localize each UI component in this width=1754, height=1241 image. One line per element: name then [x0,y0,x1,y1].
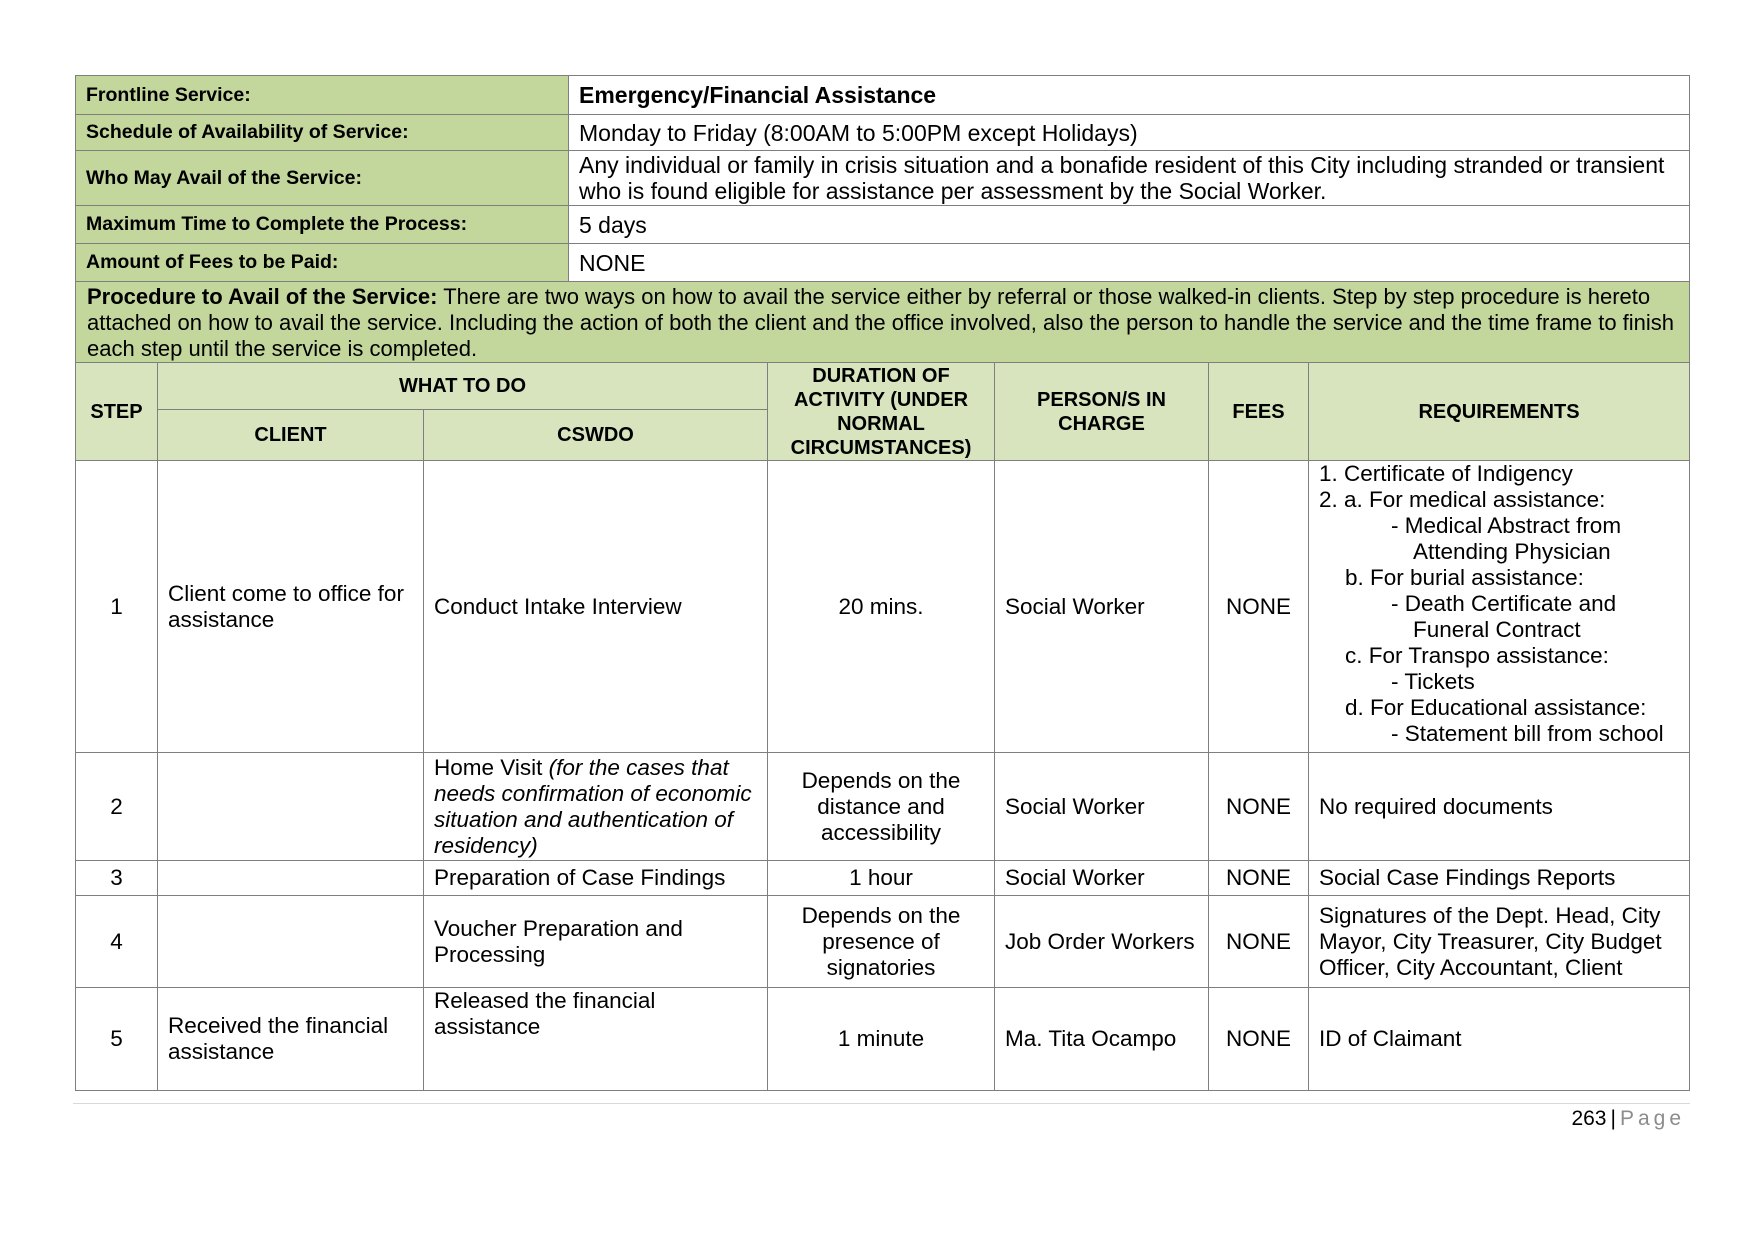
duration: 20 mins. [768,461,995,753]
procedure-text: There are two ways on how to avail the service either by referral or those walked-in clients. Step by step procedure is hereto attached on how to avail the service. Including the action of both the client and the office involved, also the person to handle the service and the time frame to finish each step until the service is completed. [87,284,1675,361]
person-in-charge: Job Order Workers [995,896,1209,988]
cswdo-action: Voucher Preparation and Processing [424,896,768,988]
frontline-value: Emergency/Financial Assistance [569,76,1690,115]
page-footer [1571,1107,1685,1131]
cswdo-action: Released the financial assistance [424,988,768,1091]
cswdo-action-text: Home Visit [434,754,549,780]
max-time-row [76,206,1690,244]
fees-value: NONE [569,244,1690,282]
requirement-item: Funeral Contract [1413,617,1581,642]
max-time-value: 5 days [569,206,1690,244]
requirements: ID of Claimant [1309,988,1690,1091]
procedure-label: Procedure to Avail of the Service: [87,284,438,309]
header-what-to-do: WHAT TO DO [158,363,768,410]
cswdo-action: Conduct Intake Interview [424,461,768,753]
steps-table [75,362,1690,1091]
step-number: 3 [76,861,158,896]
person-in-charge: Ma. Tita Ocampo [995,988,1209,1091]
footer-separator: | [1610,1107,1616,1130]
table-row [76,861,1690,896]
fees: NONE [1209,861,1309,896]
fees: NONE [1209,896,1309,988]
client-action: Client come to office for assistance [158,461,424,753]
client-action [158,753,424,861]
requirement-item: c. For Transpo assistance: [1345,643,1609,668]
requirement-item: 2. a. For medical assistance: [1319,487,1606,512]
requirement-item: Attending Physician [1413,539,1611,564]
duration: 1 hour [768,861,995,896]
header-client: CLIENT [158,410,424,461]
duration: Depends on the distance and accessibility [768,753,995,861]
schedule-value: Monday to Friday (8:00AM to 5:00PM except Holidays) [569,115,1690,151]
header-duration: DURATION OF ACTIVITY (UNDER NORMAL CIRCUMSTANCES) [768,363,995,461]
client-action: Received the financial assistance [158,988,424,1091]
schedule-label: Schedule of Availability of Service: [76,115,569,151]
header-requirements: REQUIREMENTS [1309,363,1690,461]
requirement-item: 1. Certificate of Indigency [1319,461,1573,486]
header-step: STEP [76,363,158,461]
who-row [76,151,1690,206]
procedure-cell [76,282,1690,363]
frontline-label: Frontline Service: [76,76,569,115]
footer-divider [73,1103,1690,1104]
table-row [76,461,1690,753]
step-number: 2 [76,753,158,861]
table-row [76,896,1690,988]
header-fees: FEES [1209,363,1309,461]
header-person: PERSON/S IN CHARGE [995,363,1209,461]
fees: NONE [1209,461,1309,753]
step-number: 1 [76,461,158,753]
requirements-list [1309,461,1690,753]
fees-label: Amount of Fees to be Paid: [76,244,569,282]
requirement-item: - Tickets [1391,669,1475,694]
cswdo-action [424,753,768,861]
who-value: Any individual or family in crisis situation and a bonafide resident of this City including stranded or transient who is found eligible for assistance per assessment by the Social Worker. [569,151,1690,206]
header-row-top [76,363,1690,410]
requirements: Social Case Findings Reports [1309,861,1690,896]
table-row [76,988,1690,1091]
person-in-charge: Social Worker [995,753,1209,861]
fees: NONE [1209,988,1309,1091]
step-number: 5 [76,988,158,1091]
fees-row [76,244,1690,282]
client-action [158,861,424,896]
requirements: Signatures of the Dept. Head, City Mayor, City Treasurer, City Budget Officer, City Accountant, Client [1309,896,1690,988]
person-in-charge: Social Worker [995,861,1209,896]
requirement-item: - Medical Abstract from [1391,513,1622,538]
page-word: Page [1619,1107,1685,1130]
duration: 1 minute [768,988,995,1091]
requirement-item: - Death Certificate and [1391,591,1617,616]
max-time-label: Maximum Time to Complete the Process: [76,206,569,244]
who-label: Who May Avail of the Service: [76,151,569,206]
fees: NONE [1209,753,1309,861]
header-cswdo: CSWDO [424,410,768,461]
requirement-item: b. For burial assistance: [1345,565,1584,590]
client-action [158,896,424,988]
cswdo-action: Preparation of Case Findings [424,861,768,896]
procedure-row [76,282,1690,363]
requirements: No required documents [1309,753,1690,861]
cswdo-action-note: (for the cases that needs confirmation of economic situation and authentication of residency) [434,754,752,858]
document-page [75,75,1690,1091]
duration: Depends on the presence of signatories [768,896,995,988]
person-in-charge: Social Worker [995,461,1209,753]
frontline-row [76,76,1690,115]
page-number: 263 [1571,1107,1607,1130]
step-number: 4 [76,896,158,988]
requirement-item: - Statement bill from school [1391,721,1664,746]
service-info-table [75,75,1690,363]
requirement-item: d. For Educational assistance: [1345,695,1647,720]
schedule-row [76,115,1690,151]
table-row [76,753,1690,861]
